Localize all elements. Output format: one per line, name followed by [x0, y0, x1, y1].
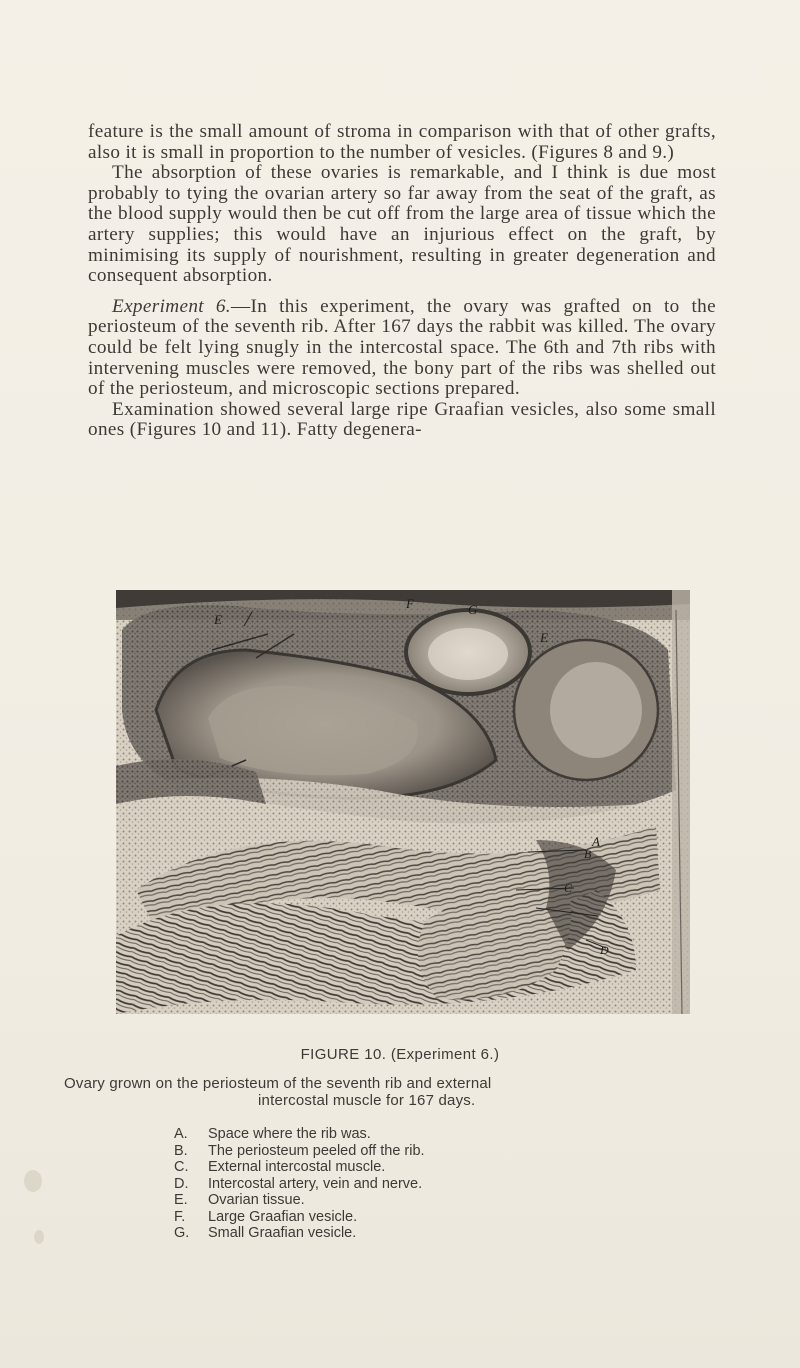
legend-key: E. — [174, 1192, 188, 1208]
figure-caption: FIGURE 10. (Experiment 6.) — [300, 1046, 500, 1063]
paragraph-2: The absorption of these ovaries is remarkable, and I think is due most probably to tying the ovarian artery so far away from the seat of the graft, as the blood supply would then be cut off from the large area of tissue which the artery supplies; this would have an injurious effect on the graft, by minimising its supply of nourishment, resulting in greater degeneration and consequent absorption. — [88, 162, 716, 287]
legend-key: G. — [174, 1225, 190, 1241]
figure-description-line-2: intercostal muscle for 167 days. — [258, 1091, 476, 1109]
paper-blemish — [34, 1230, 44, 1244]
legend-key: D. — [174, 1175, 189, 1192]
legend-item — [174, 1126, 654, 1143]
paragraph-3 — [88, 297, 716, 400]
label-b: B — [584, 847, 592, 861]
legend-text: Ovarian tissue. — [208, 1192, 305, 1208]
legend-text: Large Graafian vesicle. — [208, 1208, 358, 1225]
legend-item — [174, 1192, 654, 1209]
figure-description — [64, 1076, 754, 1109]
label-g: G — [468, 602, 478, 617]
experiment-label: Experiment 6. — [112, 295, 231, 317]
body-text — [88, 122, 716, 441]
legend-key: B. — [174, 1142, 188, 1159]
figure-description-line-1: Ovary grown on the periosteum of the seventh rib and external — [64, 1075, 492, 1092]
label-e-left: E — [214, 612, 222, 627]
label-e-right: E — [540, 630, 548, 645]
legend-key: F. — [174, 1208, 186, 1225]
micrograph-figure — [116, 590, 690, 1014]
micrograph-illustration — [116, 590, 690, 1014]
legend-key: C. — [174, 1159, 189, 1175]
legend-item — [174, 1176, 654, 1193]
legend-text: Small Graafian vesicle. — [208, 1225, 357, 1241]
legend-text: Space where the rib was. — [208, 1126, 371, 1142]
label-f: F — [406, 596, 414, 611]
legend-text: External intercostal muscle. — [208, 1159, 386, 1175]
figure-legend — [174, 1126, 654, 1242]
paragraph-3-text: —In this experiment, the ovary was grafted on to the periosteum of the seventh rib. After 167 days the rabbit was killed. The ovary could be felt lying snugly in the intercostal space. The 6th and 7th ribs with intervening muscles were removed, the bony part of the ribs was shelled out of the periosteum, and microscopic sections prepared. — [88, 295, 716, 400]
legend-item — [174, 1159, 654, 1176]
legend-text: The periosteum peeled off the rib. — [208, 1142, 425, 1159]
legend-item — [174, 1143, 654, 1160]
paragraph-4: Examination showed several large ripe Graafian vesicles, also some small ones (Figures 10 and 11). Fatty degenera- — [88, 398, 716, 441]
legend-text: Intercostal artery, vein and nerve. — [208, 1175, 423, 1192]
legend-item — [174, 1225, 654, 1242]
legend-item — [174, 1209, 654, 1226]
label-d: D — [600, 943, 609, 957]
paper-blemish — [24, 1170, 42, 1192]
label-c: C — [564, 881, 573, 895]
paragraph-1: feature is the small amount of stroma in comparison with that of other grafts, also it is small in proportion to the number of vesicles. (Figures 8 and 9.) — [88, 121, 716, 163]
label-a: A — [592, 834, 600, 849]
legend-key: A. — [174, 1126, 188, 1142]
